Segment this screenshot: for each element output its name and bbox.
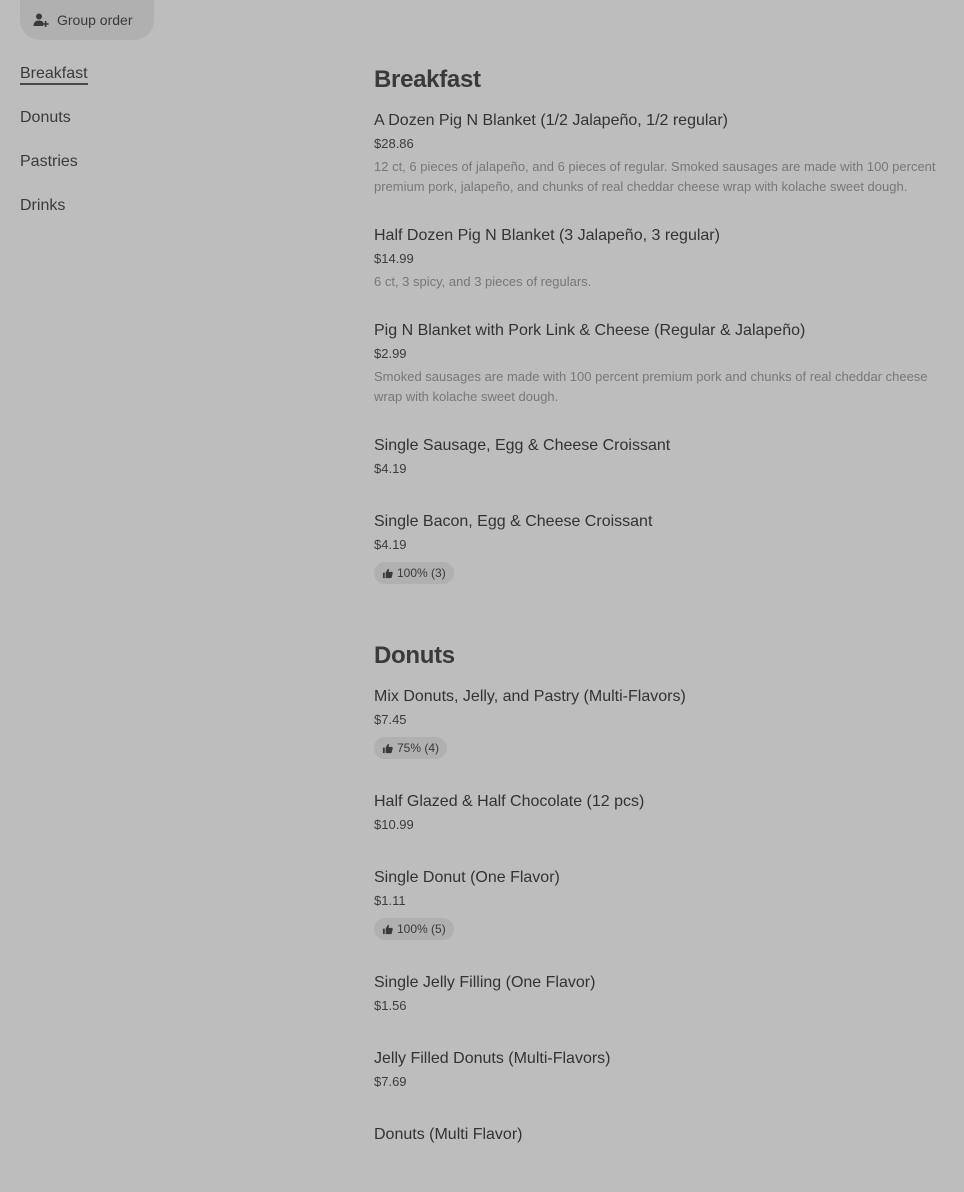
rating-badge [374,737,447,759]
item-name: Mix Donuts, Jelly, and Pastry (Multi-Flavors) [374,688,686,705]
sidebar-item-pastries[interactable] [20,148,320,192]
item-name: Donuts (Multi Flavor) [374,1126,523,1143]
section-title: Donuts [374,642,455,669]
item-price: $10.99 [374,817,414,832]
rating-badge [374,918,454,940]
menu-item[interactable] [374,225,944,292]
group-person-add-icon [33,12,49,28]
thumbs-up-icon [382,743,393,754]
item-price: $28.86 [374,136,414,151]
thumbs-up-icon [382,924,393,935]
item-name: Half Glazed & Half Chocolate (12 pcs) [374,793,645,810]
section-title: Breakfast [374,66,481,93]
rating-text: 75% (4) [397,741,440,755]
section-breakfast [374,60,944,584]
category-sidebar [20,60,320,236]
item-price: $1.56 [374,998,407,1013]
menu-item[interactable] [374,867,944,940]
item-name: Pig N Blanket with Pork Link & Cheese (Regular & Jalapeño) [374,322,806,339]
item-description: 6 ct, 3 spicy, and 3 pieces of regulars. [374,274,592,289]
sidebar-item-label: Pastries [20,153,78,170]
item-price: $2.99 [374,346,407,361]
section-donuts [374,636,944,1146]
item-name: Single Sausage, Egg & Cheese Croissant [374,437,671,454]
item-name: Single Bacon, Egg & Cheese Croissant [374,513,653,530]
sidebar-item-label: Breakfast [20,65,88,85]
item-description: Smoked sausages are made with 100 percent premium pork and chunks of real cheddar cheese wrap with kolache sweet dough. [374,369,928,404]
menu-item[interactable] [374,320,944,407]
rating-text: 100% (3) [397,566,446,580]
menu-item[interactable] [374,511,944,584]
item-price: $14.99 [374,251,414,266]
menu-item[interactable] [374,972,944,1015]
item-price: $1.11 [374,893,406,908]
rating-text: 100% (5) [397,922,446,936]
menu-content [374,60,944,1146]
item-name: Jelly Filled Donuts (Multi-Flavors) [374,1050,611,1067]
sidebar-item-drinks[interactable] [20,192,320,236]
menu-item[interactable] [374,1124,944,1146]
item-price: $7.69 [374,1074,407,1089]
menu-item[interactable] [374,435,944,478]
item-name: Single Jelly Filling (One Flavor) [374,974,596,991]
item-price: $4.19 [374,537,407,552]
menu-item[interactable] [374,791,944,834]
item-name: A Dozen Pig N Blanket (1/2 Jalapeño, 1/2 regular) [374,112,728,129]
item-price: $7.45 [374,712,407,727]
thumbs-up-icon [382,568,393,579]
item-name: Single Donut (One Flavor) [374,869,560,886]
item-price: $4.19 [374,461,407,476]
sidebar-item-breakfast[interactable] [20,60,320,104]
group-order-label: Group order [57,12,133,28]
sidebar-item-label: Drinks [20,197,66,214]
menu-item[interactable] [374,1048,944,1091]
sidebar-item-label: Donuts [20,109,71,126]
rating-badge [374,562,454,584]
sidebar-item-donuts[interactable] [20,104,320,148]
menu-item[interactable] [374,110,944,197]
item-name: Half Dozen Pig N Blanket (3 Jalapeño, 3 regular) [374,227,720,244]
group-order-button[interactable] [20,0,154,40]
item-description: 12 ct, 6 pieces of jalapeño, and 6 pieces of regular. Smoked sausages are made with 100 percent premium pork, jalapeño, and chunks of real cheddar cheese wrap with kolache sweet dough. [374,159,936,194]
menu-item[interactable] [374,686,944,759]
